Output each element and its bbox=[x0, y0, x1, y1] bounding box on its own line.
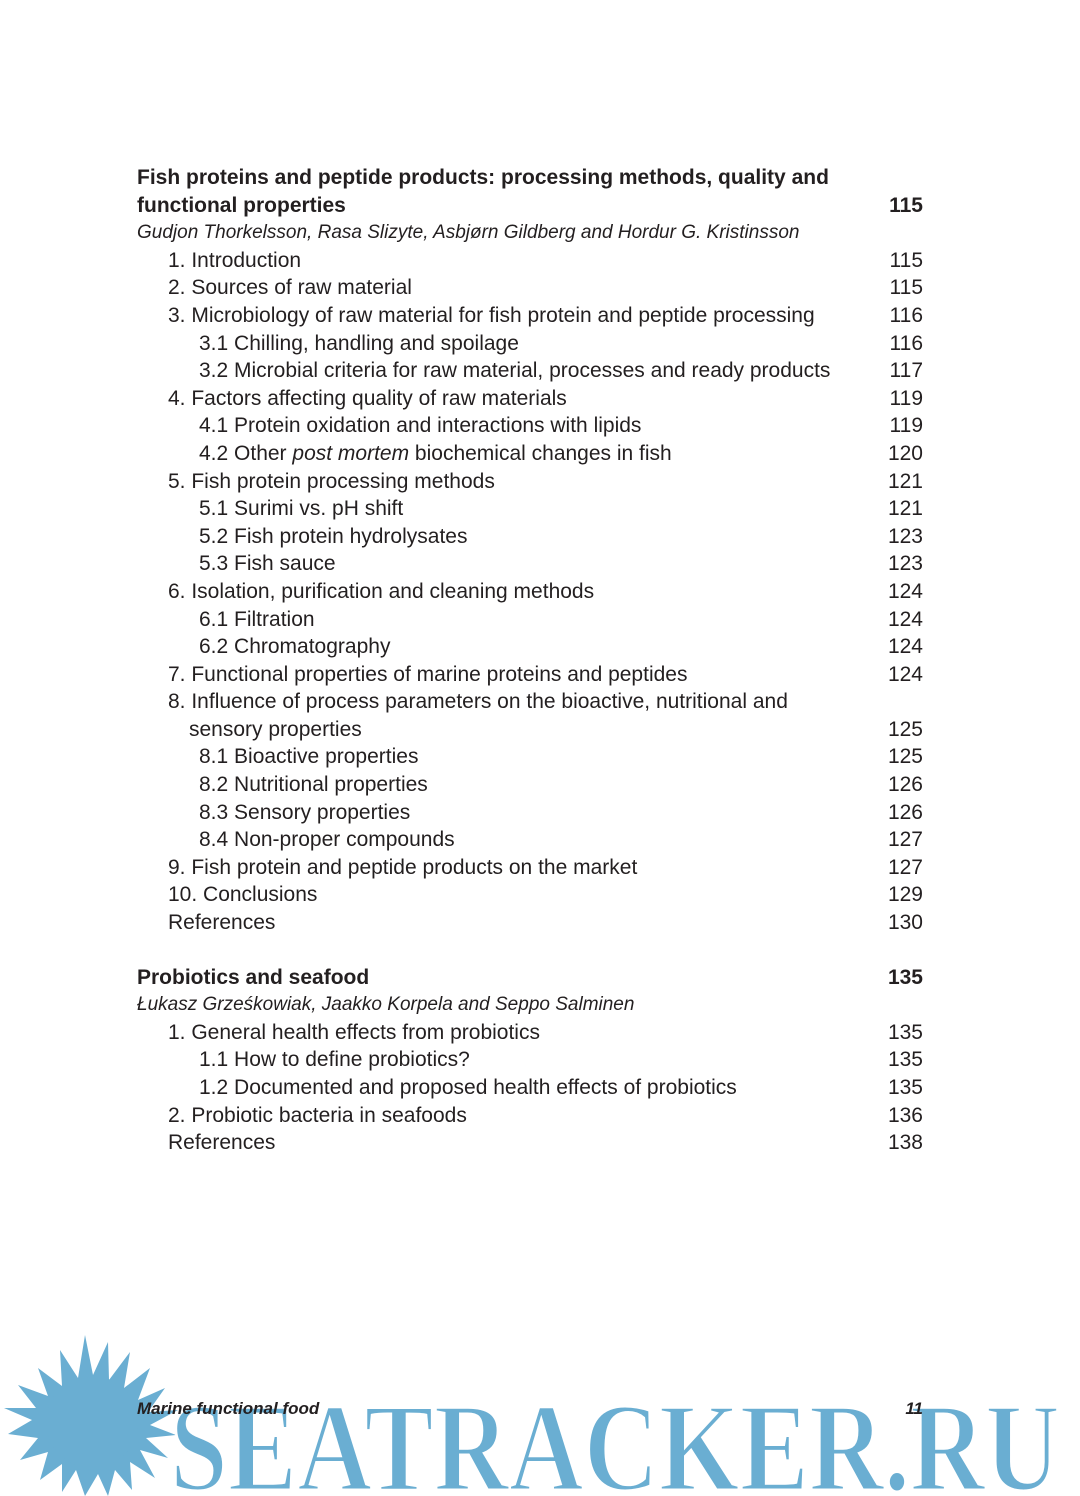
section-page-number: 135 bbox=[887, 965, 923, 989]
section-page-number: 115 bbox=[889, 193, 923, 217]
toc-entry-page: 123 bbox=[887, 552, 923, 576]
toc-entry[interactable] bbox=[137, 909, 923, 937]
toc-entry-page: 130 bbox=[887, 911, 923, 935]
toc-entry-text: 4.1 Protein oxidation and interactions with lipids bbox=[199, 414, 642, 438]
toc-entry[interactable] bbox=[137, 771, 923, 799]
toc-entry-page: 126 bbox=[887, 800, 923, 824]
toc-entry-text: 5.2 Fish protein hydrolysates bbox=[199, 524, 468, 548]
footer-page-number: 11 bbox=[905, 1399, 923, 1418]
toc-entry[interactable] bbox=[137, 1074, 923, 1102]
toc-entry[interactable] bbox=[137, 550, 923, 578]
toc-entry-page: 124 bbox=[887, 662, 923, 686]
toc-entry[interactable] bbox=[137, 440, 923, 468]
toc-entry-page: 121 bbox=[887, 497, 923, 521]
toc-entry-page: 135 bbox=[887, 1048, 923, 1072]
toc-entry-page: 119 bbox=[889, 386, 923, 410]
toc-entry-page: 135 bbox=[887, 1076, 923, 1099]
toc-entry[interactable] bbox=[137, 743, 923, 771]
section-authors: Łukasz Grześkowiak, Jaakko Korpela and Seppo Salminen bbox=[137, 994, 635, 1016]
toc-entry-text: sensory properties bbox=[189, 717, 362, 741]
toc-entry[interactable] bbox=[137, 578, 923, 606]
toc-entry[interactable] bbox=[137, 302, 923, 330]
toc-entry-text: 3.2 Microbial criteria for raw material, processes and ready products bbox=[199, 359, 831, 383]
toc-entry[interactable] bbox=[137, 799, 923, 827]
toc-entry-text-italic: post mortem bbox=[292, 441, 410, 465]
section-title[interactable] bbox=[137, 964, 923, 992]
toc-entry-text: 8.3 Sensory properties bbox=[199, 800, 411, 824]
toc-entry[interactable] bbox=[137, 357, 923, 385]
toc-entry-text: 6.2 Chromatography bbox=[199, 635, 391, 659]
section-title-line1: Probiotics and seafood bbox=[137, 965, 370, 989]
toc-entry-page: 126 bbox=[887, 773, 923, 797]
toc-entry-page: 116 bbox=[889, 331, 923, 355]
toc-entry-text: 1.1 How to define probiotics? bbox=[199, 1048, 470, 1072]
toc-entry-page: 115 bbox=[889, 276, 923, 300]
toc-entry-page: 127 bbox=[887, 828, 923, 852]
toc-entry[interactable] bbox=[137, 854, 923, 882]
toc-entry-text: 2. Probiotic bacteria in seafoods bbox=[168, 1103, 467, 1127]
toc-entry-page: 125 bbox=[887, 745, 923, 769]
toc-entry-continuation[interactable] bbox=[137, 716, 923, 744]
toc-entry-text: 7. Functional properties of marine proteins and peptides bbox=[168, 662, 688, 686]
toc-entry[interactable] bbox=[137, 385, 923, 413]
toc-entry[interactable] bbox=[137, 412, 923, 440]
toc-entry[interactable] bbox=[137, 468, 923, 496]
toc-entry[interactable] bbox=[137, 1019, 923, 1047]
toc-entry-text: 2. Sources of raw material bbox=[168, 276, 412, 300]
toc-entry-page: 138 bbox=[887, 1131, 923, 1155]
toc-entry-text: 3.1 Chilling, handling and spoilage bbox=[199, 331, 519, 355]
section-title-line2: functional properties bbox=[137, 193, 346, 217]
toc-entry-page: 124 bbox=[887, 635, 923, 659]
toc-entry[interactable] bbox=[137, 633, 923, 661]
toc-entry-text: References bbox=[168, 1131, 276, 1155]
toc-entry-text: 5.1 Surimi vs. pH shift bbox=[199, 497, 404, 521]
toc-entry[interactable] bbox=[137, 661, 923, 689]
toc-entry-page: 125 bbox=[887, 717, 923, 741]
toc-entry-text-post: biochemical changes in fish bbox=[409, 441, 672, 465]
toc-entry-text: 5. Fish protein processing methods bbox=[168, 469, 495, 493]
toc-entry[interactable] bbox=[137, 1046, 923, 1074]
toc-entry[interactable] bbox=[137, 688, 923, 716]
toc-entry-text: 1.2 Documented and proposed health effects of probiotics bbox=[199, 1076, 737, 1099]
section-authors: Gudjon Thorkelsson, Rasa Slizyte, Asbjørn Gildberg and Hordur G. Kristinsson bbox=[137, 222, 800, 244]
toc-entry-text: 1. Introduction bbox=[168, 248, 302, 272]
toc-entry-page: 123 bbox=[887, 524, 923, 548]
toc-entry-page: 136 bbox=[887, 1103, 923, 1127]
toc-entry[interactable] bbox=[137, 247, 923, 275]
toc-entry-text: 4. Factors affecting quality of raw materials bbox=[168, 386, 567, 410]
toc-entry-text: 9. Fish protein and peptide products on the market bbox=[168, 855, 638, 879]
section-title[interactable] bbox=[137, 164, 923, 219]
toc-entry[interactable] bbox=[137, 495, 923, 523]
toc-entry-page: 121 bbox=[887, 469, 923, 493]
toc-entry-text: 6.1 Filtration bbox=[199, 607, 315, 631]
toc-entry-page: 124 bbox=[887, 607, 923, 631]
toc-entry-page: 124 bbox=[887, 579, 923, 603]
toc-entry[interactable] bbox=[137, 881, 923, 909]
toc-entry-text: 3. Microbiology of raw material for fish protein and peptide processing bbox=[168, 303, 815, 327]
toc-entry-page: 135 bbox=[887, 1020, 923, 1044]
watermark-text: SEATRACKER.RU bbox=[170, 1379, 1060, 1496]
toc-entry[interactable] bbox=[137, 826, 923, 854]
toc-entry[interactable] bbox=[137, 330, 923, 358]
toc-entry-page: 120 bbox=[887, 441, 923, 465]
toc-entry-page: 115 bbox=[889, 248, 923, 272]
toc-entry-text: 8. Influence of process parameters on the bioactive, nutritional and bbox=[168, 690, 788, 714]
toc-entry[interactable] bbox=[137, 274, 923, 302]
toc-entry-page: 117 bbox=[889, 359, 923, 383]
toc-entry[interactable] bbox=[137, 523, 923, 551]
toc-entry[interactable] bbox=[137, 1129, 923, 1157]
toc-entry-text: 8.1 Bioactive properties bbox=[199, 745, 419, 769]
table-of-contents bbox=[137, 164, 923, 1184]
toc-entry-text: 10. Conclusions bbox=[168, 883, 318, 907]
toc-entry-page: 127 bbox=[887, 855, 923, 879]
toc-entry-text: 8.2 Nutritional properties bbox=[199, 773, 428, 797]
section-title-line1: Fish proteins and peptide products: processing methods, quality and bbox=[137, 166, 829, 189]
toc-entry-page: 129 bbox=[887, 883, 923, 907]
toc-entry-page: 119 bbox=[889, 414, 923, 438]
toc-entry-page: 116 bbox=[889, 303, 923, 327]
toc-entry-text: 1. General health effects from probiotics bbox=[168, 1020, 540, 1044]
toc-entry[interactable] bbox=[137, 606, 923, 634]
toc-entry-text: References bbox=[168, 911, 276, 935]
toc-section-probiotics bbox=[137, 964, 923, 1157]
footer-book-title: Marine functional food bbox=[137, 1399, 320, 1418]
toc-entry[interactable] bbox=[137, 1102, 923, 1130]
toc-entry-text: 6. Isolation, purification and cleaning methods bbox=[168, 579, 595, 603]
toc-entry-text: 5.3 Fish sauce bbox=[199, 552, 336, 576]
toc-entry-text-pre: 4.2 Other bbox=[199, 441, 293, 465]
toc-section-fish-proteins bbox=[137, 164, 923, 937]
toc-entry-text: 8.4 Non-proper compounds bbox=[199, 828, 455, 852]
